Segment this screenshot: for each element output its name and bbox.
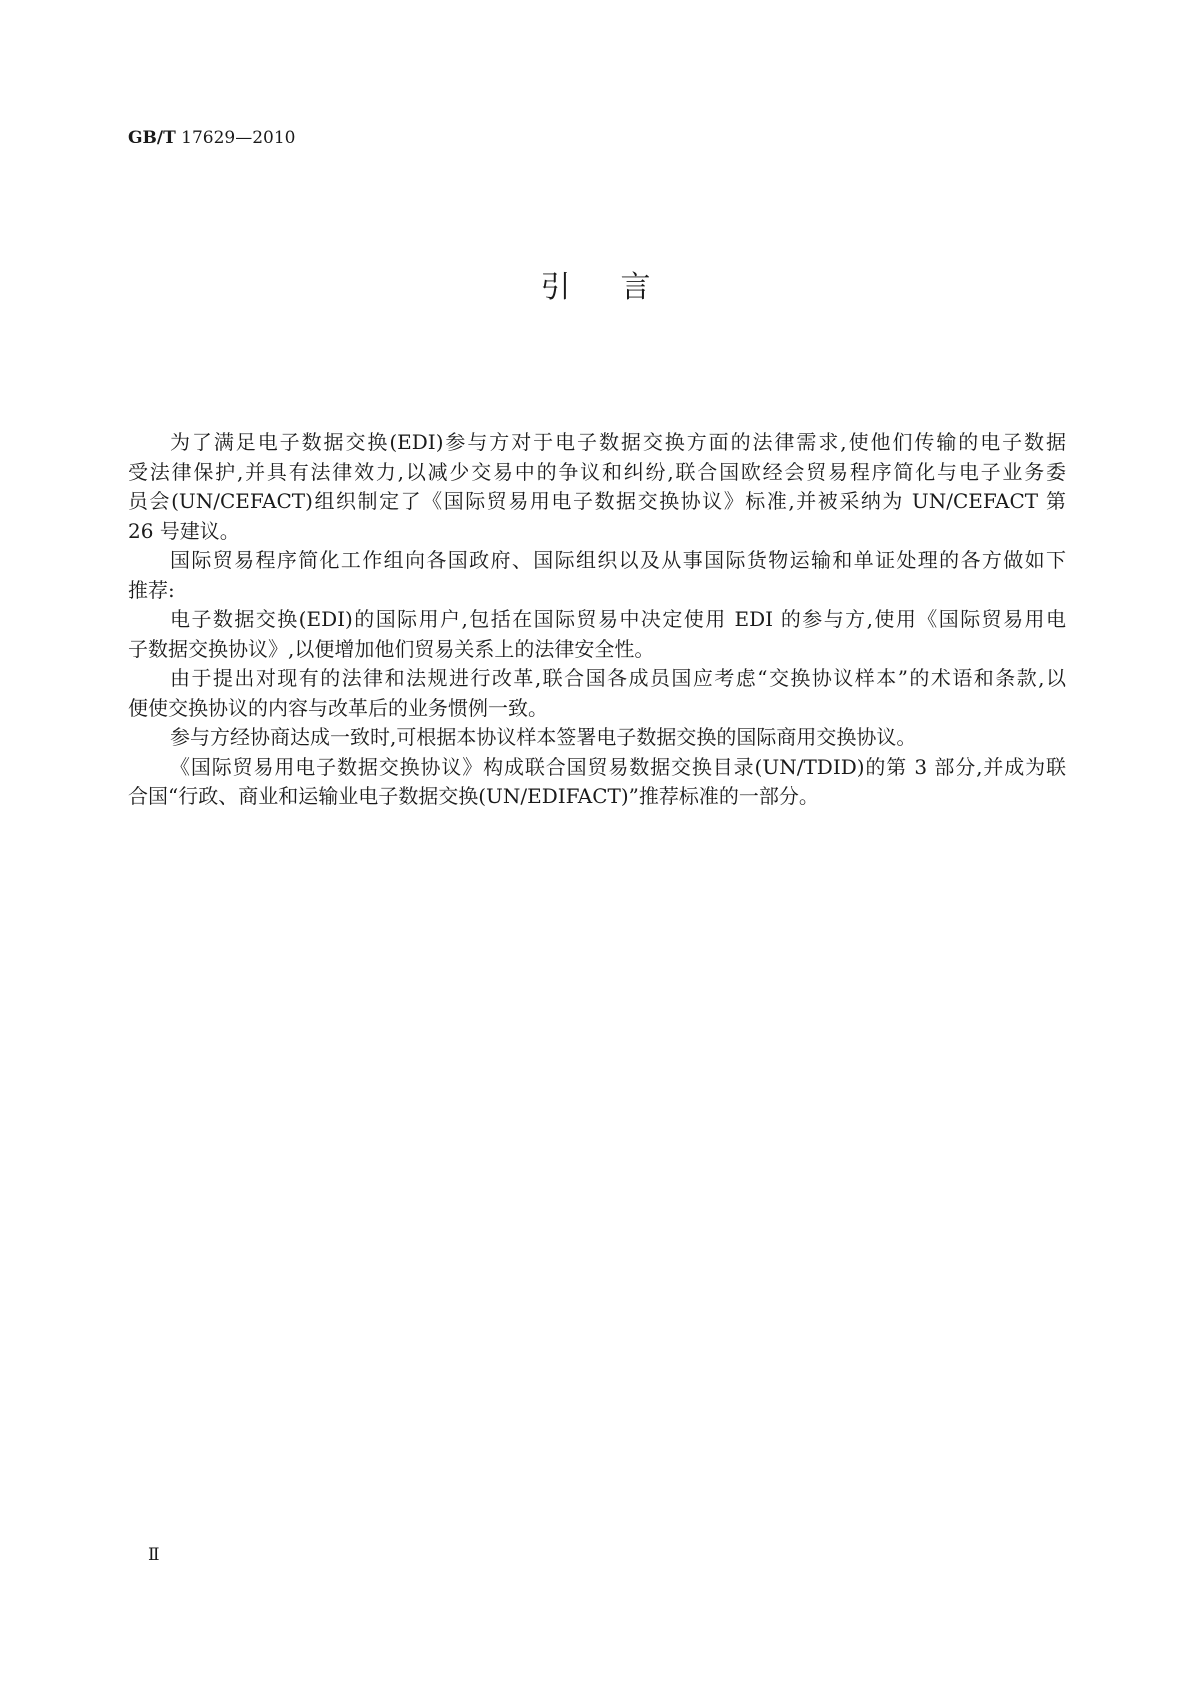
standard-prefix: GB/T [128,128,176,148]
paragraph [128,546,1066,605]
standard-code-header [128,128,296,148]
document-body [128,428,1066,812]
paragraph [128,664,1066,723]
paragraph [128,723,1066,753]
paragraph-line: 合国“行政、商业和运输业电子数据交换(UN/EDIFACT)”推荐标准的一部分。 [128,784,819,808]
paragraph-line: 国际贸易程序简化工作组向各国政府、国际组织以及从事国际货物运输和单证处理的各方做如下 [170,548,1066,572]
paragraph [128,605,1066,664]
paragraph-line: 子数据交换协议》,以便增加他们贸易关系上的法律安全性。 [128,636,655,661]
page-number: Ⅱ [148,1545,160,1565]
paragraph-line: 参与方经协商达成一致时,可根据本协议样本签署电子数据交换的国际商用交换协议。 [170,725,917,749]
paragraph [128,753,1066,812]
page-title: 引言 [540,270,701,305]
paragraph-line: 电子数据交换(EDI)的国际用户,包括在国际贸易中决定使用 EDI 的参与方,使用《国际贸易用电 [170,607,1066,631]
paragraph-line: 《国际贸易用电子数据交换协议》构成联合国贸易数据交换目录(UN/TDID)的第 3 部分,并成为联 [170,754,1066,779]
paragraph-line: 便使交换协议的内容与改革后的业务惯例一致。 [128,695,548,720]
paragraph-line: 推荐: [128,577,175,602]
paragraph-line: 26 号建议。 [128,518,240,543]
paragraph [128,428,1066,546]
paragraph-line: 受法律保护,并具有法律效力,以减少交易中的争议和纠纷,联合国欧经会贸易程序简化与电子业务委 [128,459,1066,484]
standard-number: 17629—2010 [181,128,296,148]
paragraph-line: 员会(UN/CEFACT)组织制定了《国际贸易用电子数据交换协议》标准,并被采纳为 UN/CEFACT 第 [128,489,1066,513]
paragraph-line: 为了满足电子数据交换(EDI)参与方对于电子数据交换方面的法律需求,使他们传输的电子数据 [170,430,1066,454]
paragraph-line: 由于提出对现有的法律和法规进行改革,联合国各成员国应考虑“交换协议样本”的术语和条款,以 [170,666,1066,690]
